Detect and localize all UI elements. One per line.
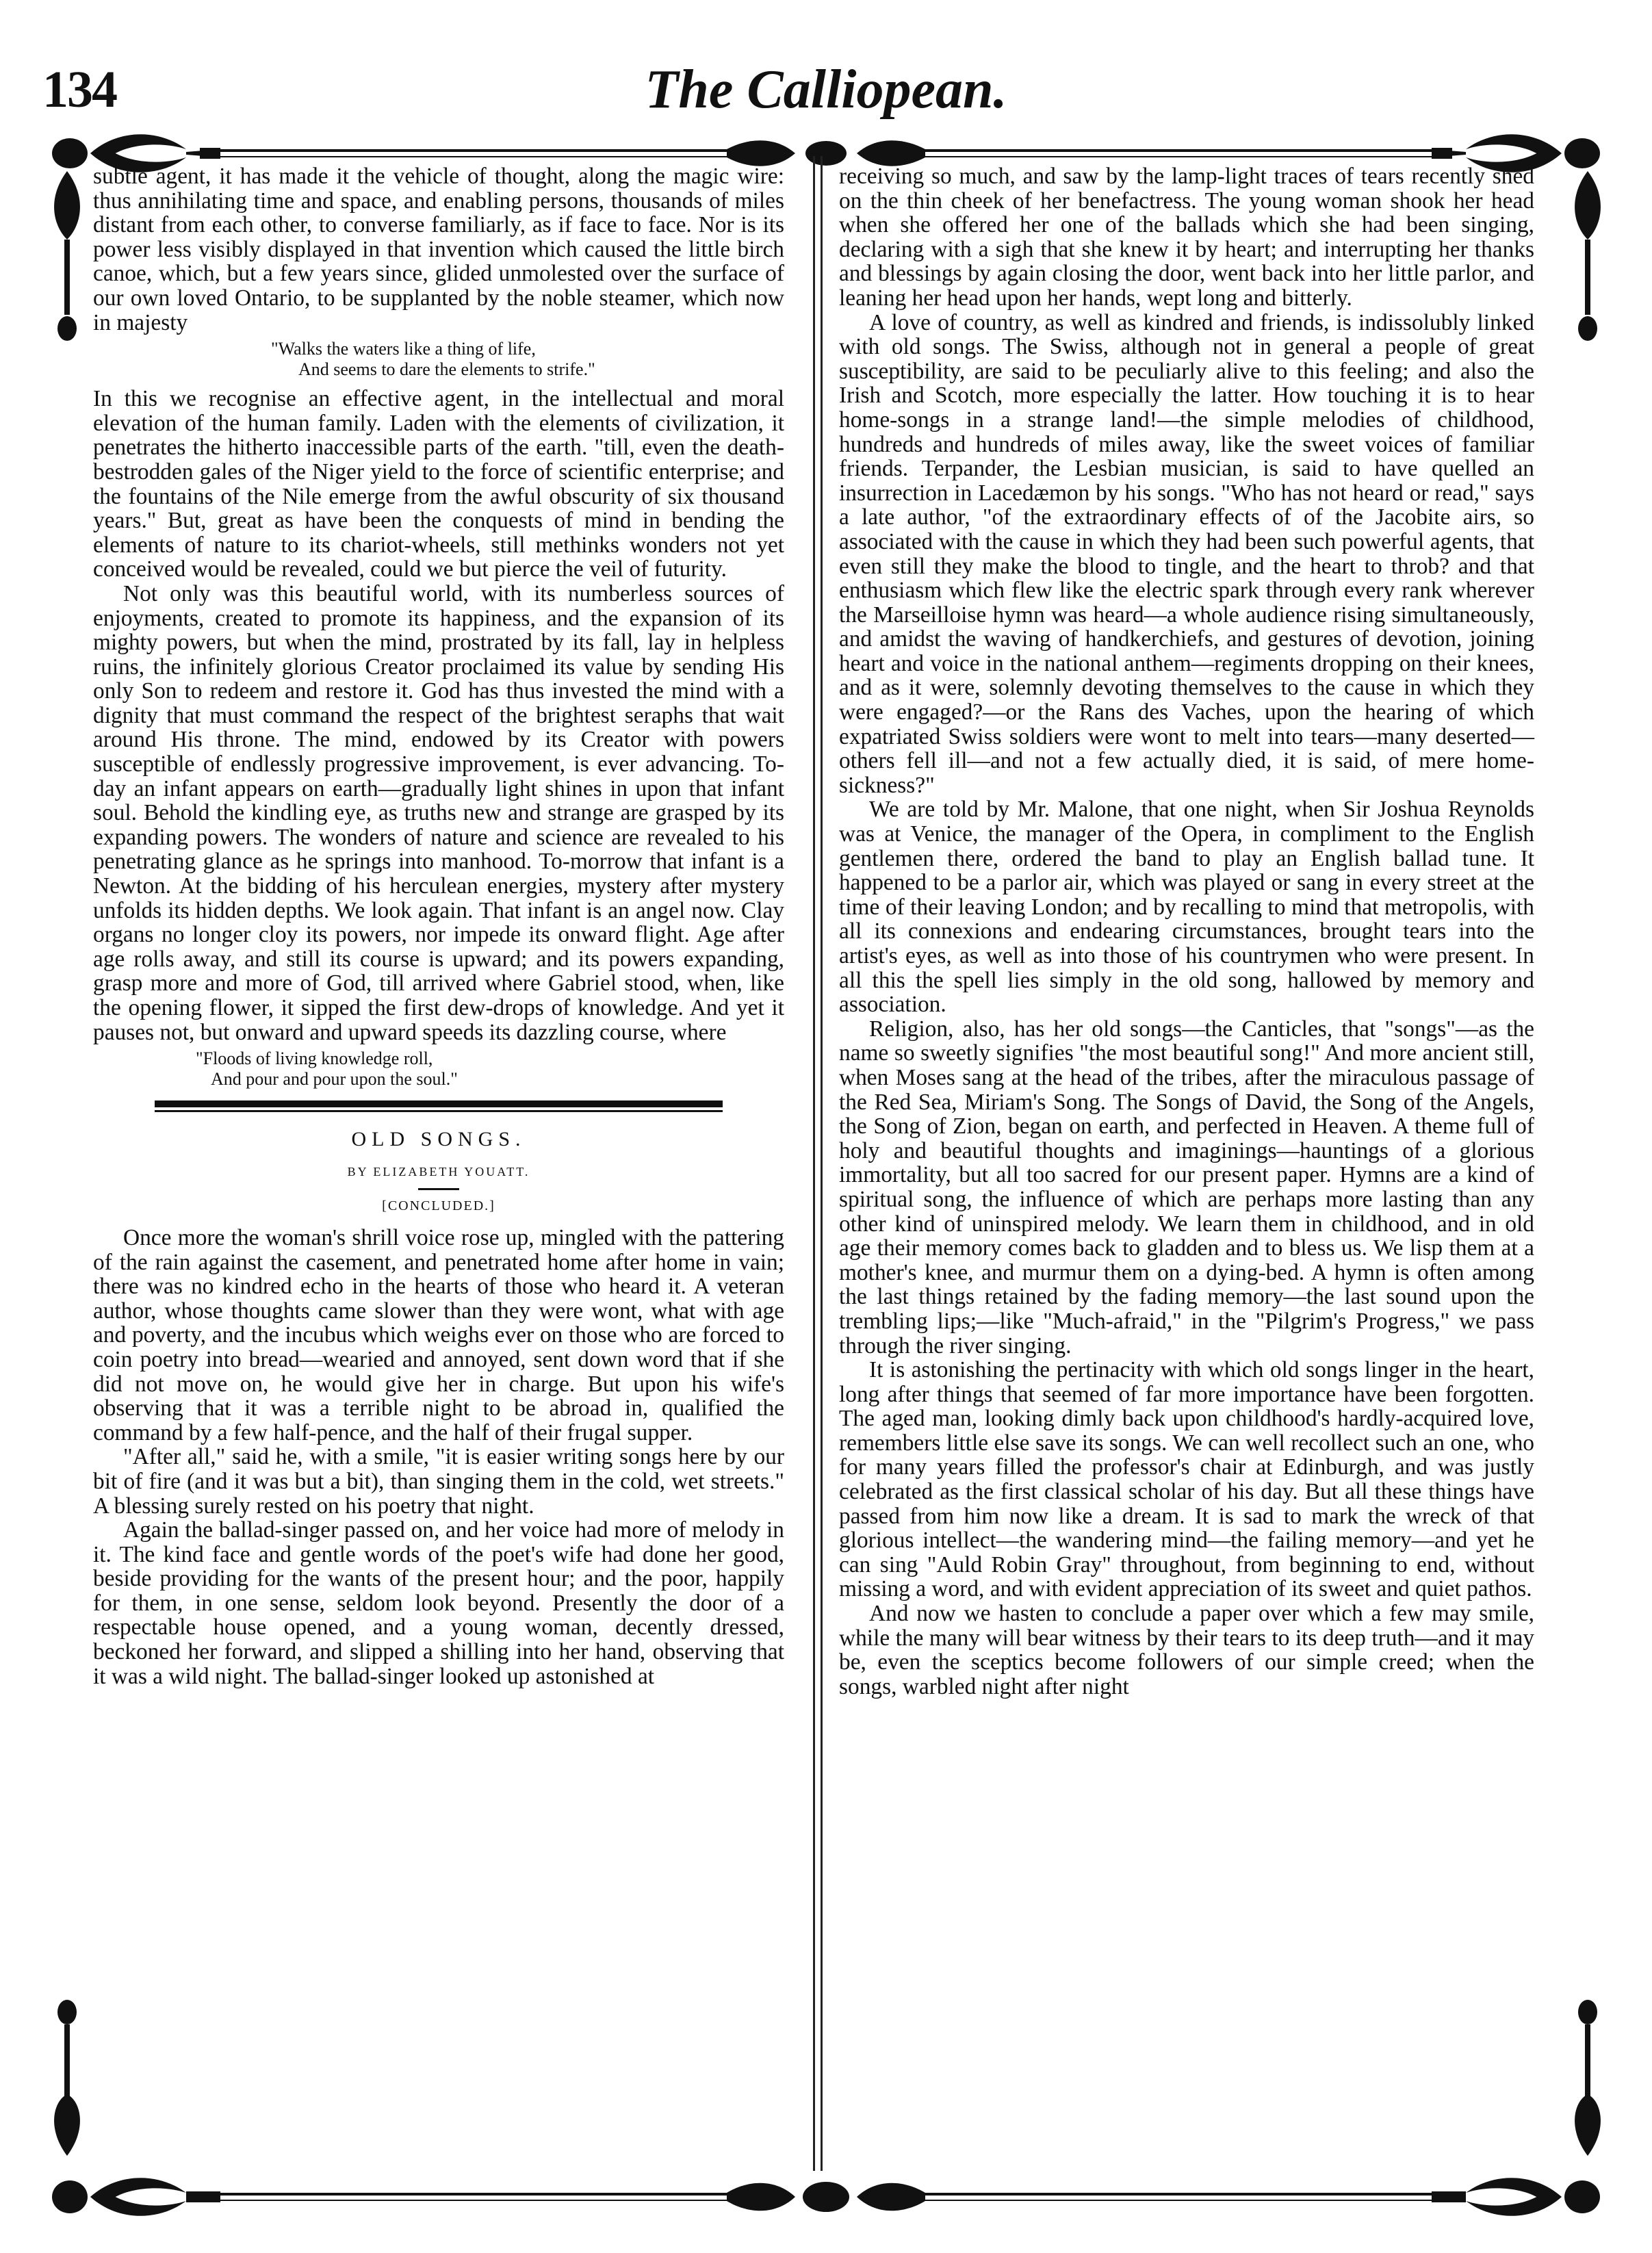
- verse-quote: [93, 339, 784, 380]
- verse-line: And seems to dare the elements to strife.": [298, 359, 595, 380]
- paragraph: And now we hasten to conclude a paper over which a few may smile, while the many will bear witness by their tears to its deep truth—and it may be, even the sceptics become followers of our simple creed; when the songs, warbled night after night: [839, 1601, 1534, 1699]
- right-side-ornament-top: [1567, 171, 1608, 342]
- paragraph: receiving so much, and saw by the lamp-light traces of tears recently shed on the thin cheek of her benefactress. The young woman shook her head when she offered her one of the ballads which she had been singing, declaring with a sigh that she knew it by heart; and interrupting her thanks and blessings by again closing the door, went back into her little parlor, and leaning her head upon her hands, wept long and bitterly.: [839, 164, 1534, 311]
- page-number: 134: [42, 61, 116, 118]
- left-column: [93, 164, 784, 1688]
- section-rule-thin: [155, 1110, 723, 1112]
- section-title: OLD SONGS.: [351, 1128, 526, 1151]
- continuation-note: [CONCLUDED.]: [382, 1198, 495, 1214]
- right-column: [839, 164, 1534, 1699]
- left-side-ornament-bottom: [47, 1998, 88, 2156]
- paragraph: Again the ballad-singer passed on, and her voice had more of melody in it. The kind face and gentle words of the poet's wife had done her good, beside providing for the wants of the present hour; and the poor, happily for them, in one sense, seldom look beyond. Presently the door of a respectable house opened, and a young woman, decently dressed, beckoned her forward, and slipped a shilling into her hand, observing that it was a wild night. The ballad-singer looked up astonished at: [93, 1517, 784, 1689]
- paragraph: "After all," said he, with a smile, "it is easier writing songs here by our bit of fire (and it was but a bit), than singing them in the cold, wet streets." A blessing surely rested on his poetry that night.: [93, 1444, 784, 1519]
- paragraph: We are told by Mr. Malone, that one night, when Sir Joshua Reynolds was at Venice, the manager of the Opera, in compliment to the English gentlemen there, ordered the band to play an English ballad tune. It happened to be a parlor air, which was played or sang in every street at the time of their leaving London; and by recalling to mind that metropolis, with all its connexions and endearing circumstances, brought tears into the artist's eyes, as well as into those of his countrymen who were present. In all this the spell lies simply in the old song, hallowed by memory and association.: [839, 797, 1534, 1018]
- paragraph: Religion, also, has her old songs—the Canticles, that "songs"—as the name so sweetly signifies "the most beautiful song!" And more ancient still, when Moses sang at the head of the tribes, after the miraculous passage of the Red Sea, Miriam's Song. The Songs of David, the Song of the Angels, the Song of Zion, began on earth, and perfected in Heaven. A theme full of holy and beautiful thoughts and imaginings—hauntings of a glorious immortality, but all too sacred for our present paper. Hymns are a kind of spiritual song, the influence of which are perhaps more lasting than any other kind of uninspired melody. We learn them in childhood, and in old age their memory comes back to gladden and to bless us. We lisp them at a mother's knee, and murmur them on a dying-bed. A hymn is often among the last things retained by the fading memory—the last sound upon the trembling lips;—like "Much-afraid," in the "Pilgrim's Progress," we pass through the river singing.: [839, 1016, 1534, 1359]
- right-side-ornament-bottom: [1567, 1998, 1608, 2156]
- bottom-ornament-border: [42, 2163, 1610, 2231]
- section-rule-thick: [155, 1100, 723, 1107]
- verse-line: "Floods of living knowledge roll,: [196, 1048, 433, 1069]
- paragraph: Not only was this beautiful world, with its numberless sources of enjoyments, created to promote its happiness, and the expansion of its mighty powers, but when the mind, prostrated by its fall, lay in helpless ruins, the infinitely glorious Creator proclaimed its value by sending His only Son to redeem and restore it. God has thus invested the mind with a dignity that must command the respect of the brightest seraphs that wait around His throne. The mind, endowed by its Creator with powers susceptible of endlessly progressive improvement, is ever advancing. To-day an infant appears on earth—gradually light shines in upon that infant soul. Behold the kindling eye, as truths new and strange are grasped by its expanding powers. The wonders of nature and science are revealed to his penetrating glance as he springs into manhood. To-morrow that infant is a Newton. At the bidding of his herculean energies, mystery after mystery unfolds its hidden depths. We look again. That infant is an angel now. Clay organs no longer cloy its powers, nor impede its onward flight. Age after age rolls away, and still its course is upward; and its powers expanding, grasp more and more of God, till arrived where Gabriel stood, when, like the opening flower, it sipped the first dew-drops of knowledge. And yet it pauses not, but onward and upward speeds its dazzling course, where: [93, 580, 784, 1045]
- verse-quote: [93, 1048, 784, 1090]
- running-title: The Calliopean.: [645, 60, 1007, 120]
- left-side-ornament-top: [47, 171, 88, 342]
- verse-line: And pour and pour upon the soul.": [211, 1069, 458, 1090]
- paragraph: A love of country, as well as kindred and friends, is indissolubly linked with old songs. The Swiss, although not in general a people of great susceptibility, are said to be peculiarly alive to this feeling; and also the Irish and Scotch, more especially the latter. How touching it is to hear home-songs in a strange land!—the simple melodies of childhood, hundreds and hundreds of miles away, like the sweet voices of familiar friends. Terpander, the Lesbian musician, is said to have quelled an insurrection in Lacedæmon by his songs. "Who has not heard or read," says a late author, "of the extraordinary effects of of the Jacobite airs, so associated with the cause in which they had been such powerful agents, that even still they make the blood to tingle, and the heart to throb? and that enthusiasm which flew like the electric spark through every rank wherever the Marseilloise hymn was heard—a whole audience rising simultaneously, and amidst the waving of handkerchiefs, and gestures of devotion, joining heart and voice in the national anthem—regiments dropping on their knees, and as it were, solemnly devoting themselves to the cause in which they were engaged?—or the Rans des Vaches, upon the hearing of which expatriated Swiss soldiers were wont to melt into tears—many deserted—others fell ill—and not a few actually died, it is said, of mere home-sickness?": [839, 309, 1534, 798]
- paragraph: In this we recognise an effective agent, in the intellectual and moral elevation of the human family. Laden with the elements of civilization, it penetrates the hitherto inaccessible parts of the earth. "till, even the death-bestrodden gales of the Niger yield to the force of scientific enterprise; and the fountains of the Nile emerge from the awful obscurity of six thousand years." But, great as have been the conquests of mind in bending the elements of nature to its chariot-wheels, still methinks wonders not yet conceived would be revealed, could we but pierce the veil of futurity.: [93, 386, 784, 582]
- verse-line: "Walks the waters like a thing of life,: [271, 339, 536, 359]
- byline: BY ELIZABETH YOUATT.: [347, 1164, 530, 1179]
- paragraph: Once more the woman's shrill voice rose up, mingled with the pattering of the rain against the casement, and penetrated home after home in vain; there was no kindred echo in the hearts of those who heard it. A veteran author, whose thoughts came slower than they were wont, what with age and poverty, and the incubus which weighs ever on those who are forced to coin poetry into bread—wearied and annoyed, sent down word that if she did not move on, he would give her in charge. But upon his wife's observing that it was a terrible night to be abroad in, qualified the command by a few half-pence, and the half of their frugal supper.: [93, 1224, 784, 1445]
- byline-rule: [418, 1188, 459, 1190]
- column-divider: [813, 156, 823, 2171]
- paragraph: It is astonishing the pertinacity with which old songs linger in the heart, long after things that seemed of far more importance have been forgotten. The aged man, looking dimly back upon childhood's hardly-acquired love, remembers little else save its songs. We can well recollect such an one, who for many years filled the professor's chair at Edinburgh, and was justly celebrated as the first classical scholar of his day. But all these things have passed from him now like a dream. It is sad to mark the wreck of that glorious intellect—the wandering mind—the failing memory—and yet he can sing "Auld Robin Gray" throughout, from beginning to end, without missing a word, and with evident appreciation of its sweet and quiet pathos.: [839, 1357, 1534, 1602]
- paragraph: subtle agent, it has made it the vehicle of thought, along the magic wire: thus annihilating time and space, and enabling persons, thousands of miles distant from each other, to converse familiarly, as if face to face. Nor is its power less visibly displayed in that invention which caused the little birch canoe, which, but a few years since, glided unmolested over the surface of our own loved Ontario, to be supplanted by the noble steamer, which now in majesty: [93, 164, 784, 335]
